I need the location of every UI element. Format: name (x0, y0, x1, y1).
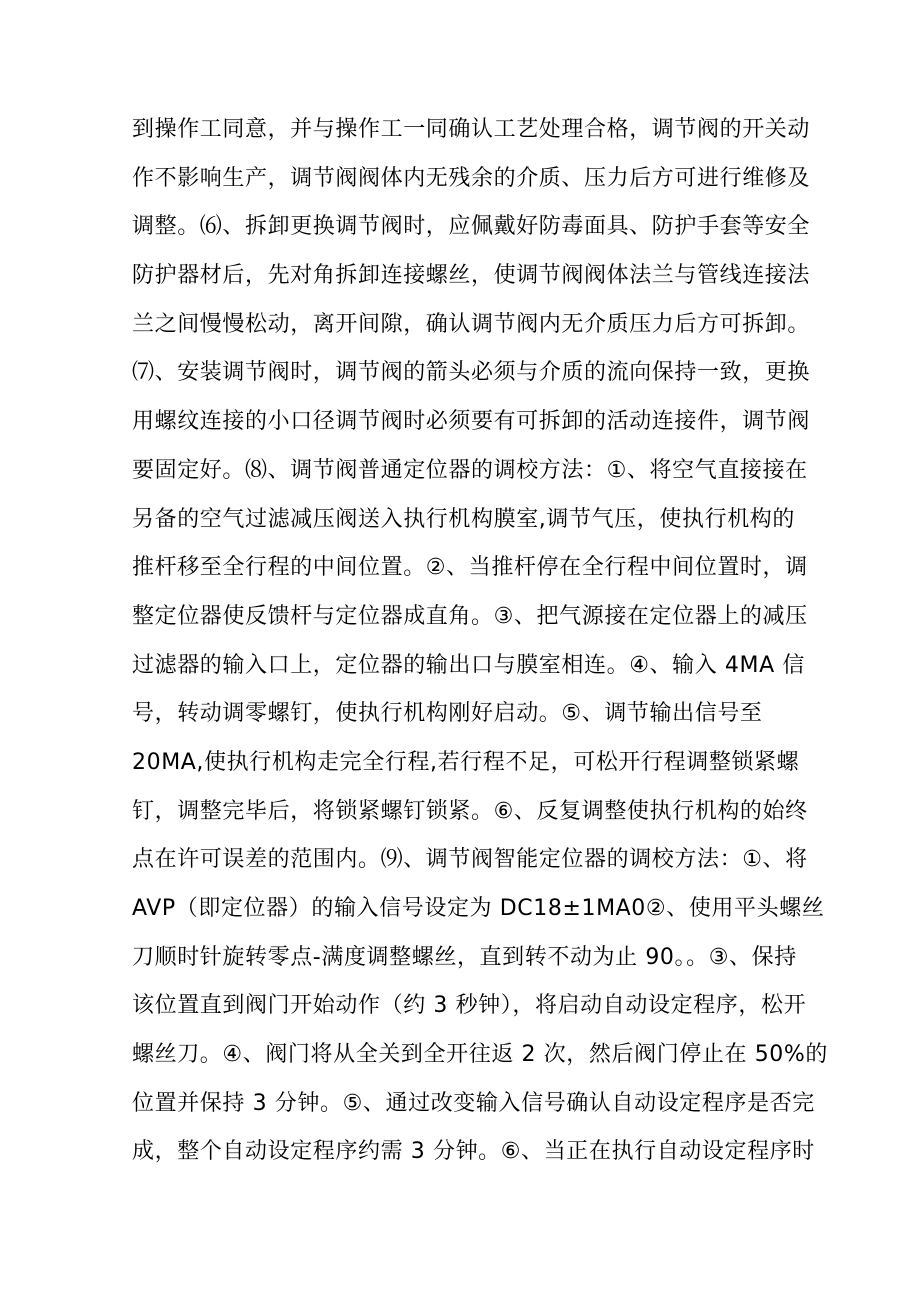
text-line: 过滤器的输入口上，定位器的输出口与膜室相连。④、输入 4MA 信 (132, 652, 805, 678)
text-line: ⑺、安装调节阀时，调节阀的箭头必须与介质的流向保持一致，更换 (132, 360, 811, 386)
text-line: 兰之间慢慢松动，离开间隙，确认调节阀内无介质压力后方可拆卸。 (132, 311, 811, 337)
text-line: 另备的空气过滤减压阀送入执行机构膜室,调节气压，使执行机构的 (132, 506, 795, 532)
body-text (132, 106, 828, 1177)
text-line: 点在许可误差的范围内。⑼、调节阀智能定位器的调校方法：①、将 (132, 847, 808, 873)
text-line: 刀顺时针旋转零点-满度调整螺丝，直到转不动为止 90。。③、保持 (132, 944, 797, 970)
text-line: 用螺纹连接的小口径调节阀时必须要有可拆卸的活动连接件，调节阀 (132, 409, 811, 435)
text-line: 防护器材后，先对角拆卸连接螺丝，使调节阀阀体法兰与管线连接法 (132, 263, 811, 289)
text-line: 作不影响生产，调节阀阀体内无残余的介质、压力后方可进行维修及 (132, 165, 811, 191)
text-line: 该位置直到阀门开始动作（约 3 秒钟），将启动自动设定程序，松开 (132, 993, 807, 1019)
text-line: 钉，调整完毕后，将锁紧螺钉锁紧。⑥、反复调整使执行机构的始终 (132, 798, 808, 824)
text-line: 20MA,使执行机构走完全行程,若行程不足，可松开行程调整锁紧螺 (132, 749, 800, 775)
text-line: 号，转动调零螺钉，使执行机构刚好启动。⑤、调节输出信号至 (132, 701, 763, 727)
text-line: 到操作工同意，并与操作工一同确认工艺处理合格，调节阀的开关动 (132, 117, 811, 142)
text-line: 成，整个自动设定程序约需 3 分钟。⑥、当正在执行自动设定程序时 (132, 1139, 815, 1165)
text-line: 调整。⑹、拆卸更换调节阀时，应佩戴好防毒面具、防护手套等安全 (132, 214, 811, 240)
text-line: 整定位器使反馈杆与定位器成直角。③、把气源接在定位器上的减压 (132, 603, 808, 629)
text-line: 位置并保持 3 分钟。⑤、通过改变输入信号确认自动设定程序是否完 (132, 1090, 815, 1116)
text-line: 螺丝刀。④、阀门将从全关到全开往返 2 次，然后阀门停止在 50%的 (132, 1042, 828, 1068)
text-line: 推杆移至全行程的中间位置。②、当推杆停在全行程中间位置时，调 (132, 555, 808, 581)
text-line: AVP（即定位器）的输入信号设定为 DC18±1MA0②、使用平头螺丝 (132, 896, 825, 921)
text-line: 要固定好。⑻、调节阀普通定位器的调校方法：①、将空气直接接在 (132, 457, 808, 483)
